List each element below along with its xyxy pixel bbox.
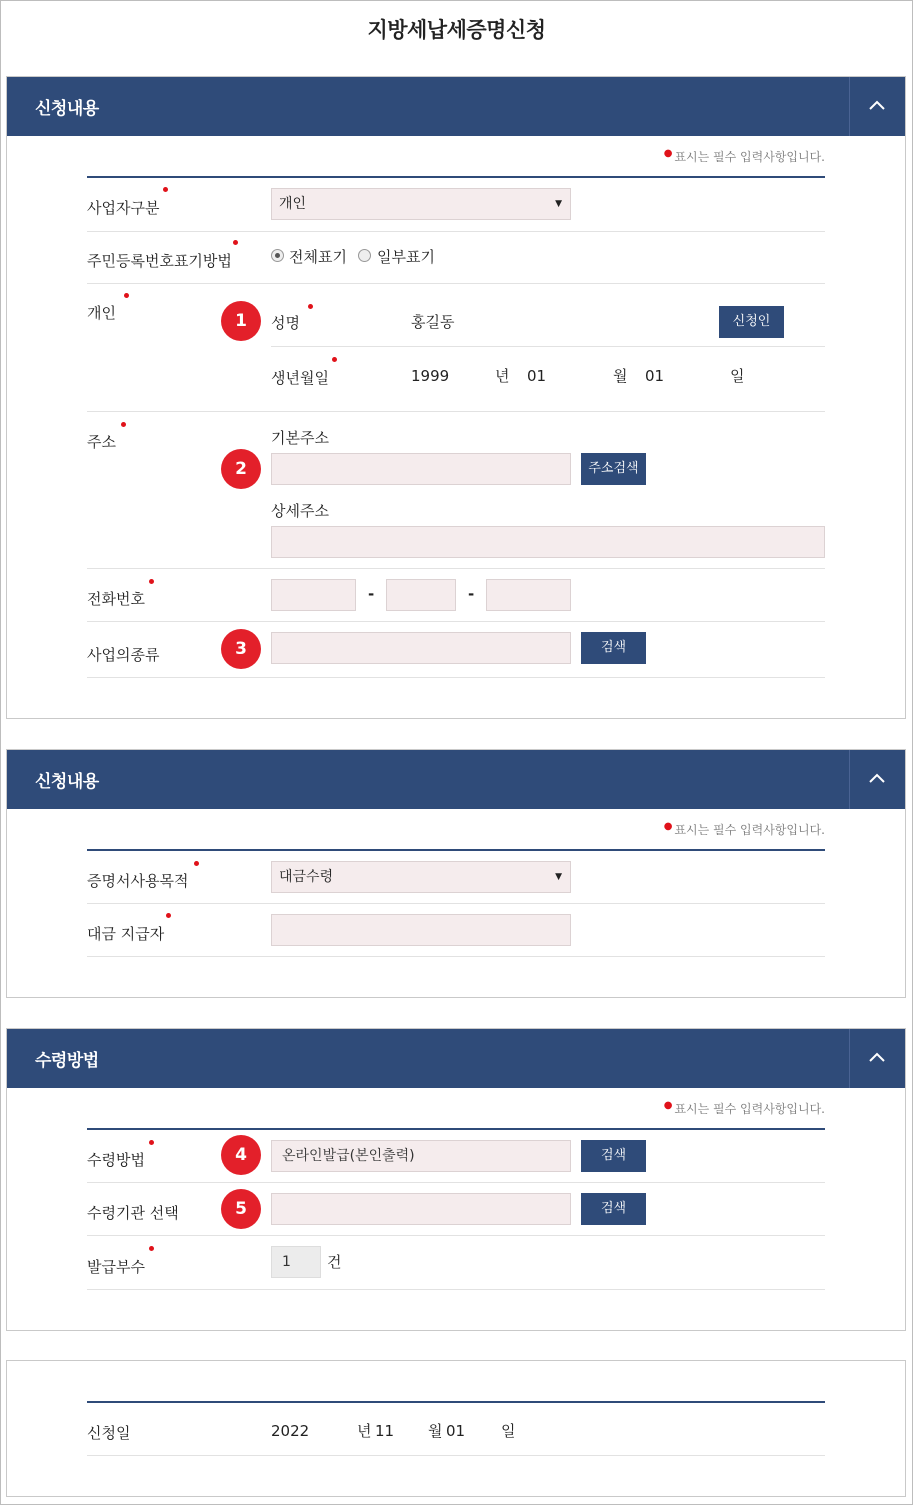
- step-badge-1: 1: [221, 301, 261, 341]
- phone-input-1[interactable]: [271, 579, 356, 611]
- required-dot-icon: [166, 913, 171, 918]
- row-address: [87, 412, 825, 569]
- required-dot-icon: [163, 187, 168, 192]
- id-display-label: 주민등록번호표기방법: [87, 252, 232, 270]
- detail-address-input[interactable]: [271, 526, 825, 558]
- phone-input-2[interactable]: [386, 579, 456, 611]
- section-application-2: [6, 749, 906, 998]
- required-dot-icon: [124, 293, 129, 298]
- required-dot-icon: ●: [663, 1100, 673, 1111]
- collapse-button[interactable]: [849, 1029, 905, 1088]
- date-label: 신청일: [87, 1424, 131, 1442]
- phone-input-3[interactable]: [486, 579, 571, 611]
- section-title: 수령방법: [35, 1051, 99, 1071]
- base-address-input[interactable]: [271, 453, 571, 485]
- detail-address-label: 상세주소: [271, 502, 329, 520]
- phone-label: 전화번호: [87, 590, 145, 608]
- page-title: 지방세납세증명신청: [367, 18, 546, 42]
- step-badge-3: 3: [221, 629, 261, 669]
- row-purpose: [87, 851, 825, 904]
- business-type-select[interactable]: 개인 ▼: [271, 188, 571, 220]
- copies-input[interactable]: 1: [271, 1246, 321, 1278]
- applicant-button[interactable]: 신청인: [719, 306, 784, 338]
- collapse-button[interactable]: [849, 750, 905, 809]
- row-business-kind: [87, 622, 825, 678]
- row-id-display: [87, 232, 825, 284]
- birth-year: 1999: [411, 367, 450, 385]
- radio-full-display-label: 전체표기: [289, 248, 347, 266]
- agency-label: 수령기관 선택: [87, 1204, 179, 1222]
- copies-unit: 건: [327, 1253, 342, 1271]
- step-badge-2: 2: [221, 449, 261, 489]
- copies-label: 발급부수: [87, 1258, 145, 1276]
- step-badge-4: 4: [221, 1135, 261, 1175]
- section-title: 신청내용: [35, 772, 99, 792]
- required-dot-icon: [332, 357, 337, 362]
- birth-month: 01: [527, 367, 547, 385]
- birth-year-unit: 년: [495, 367, 510, 385]
- chevron-up-icon: [869, 100, 885, 110]
- chevron-up-icon: [869, 1052, 885, 1062]
- section-application-date: [6, 1360, 906, 1497]
- address-search-button[interactable]: 주소검색: [581, 453, 646, 485]
- agency-search-button[interactable]: 검색: [581, 1193, 646, 1225]
- phone-separator: -: [368, 585, 375, 603]
- row-individual: [87, 284, 825, 412]
- date-year: 2022: [271, 1422, 310, 1440]
- agency-input[interactable]: [271, 1193, 571, 1225]
- birth-month-unit: 월: [613, 367, 628, 385]
- required-dot-icon: [149, 1246, 154, 1251]
- dropdown-arrow-icon: ▼: [555, 199, 562, 209]
- business-type-label: 사업자구분: [87, 199, 160, 217]
- section-receipt-method: [6, 1028, 906, 1331]
- section-header: [7, 77, 905, 136]
- method-search-button[interactable]: 검색: [581, 1140, 646, 1172]
- row-payer: [87, 904, 825, 957]
- required-dot-icon: ●: [663, 821, 673, 832]
- required-dot-icon: [233, 240, 238, 245]
- row-method: [87, 1130, 825, 1183]
- name-value: 홍길동: [411, 313, 455, 331]
- section-application: [6, 76, 906, 719]
- method-label: 수령방법: [87, 1151, 145, 1169]
- phone-separator: -: [468, 585, 475, 603]
- purpose-select[interactable]: 대금수령 ▼: [271, 861, 571, 893]
- address-label: 주소: [87, 433, 116, 451]
- radio-full-display[interactable]: [271, 249, 284, 262]
- row-agency: [87, 1183, 825, 1236]
- purpose-label: 증명서사용목적: [87, 872, 189, 890]
- date-month-unit: 월: [428, 1422, 443, 1440]
- step-badge-5: 5: [221, 1189, 261, 1229]
- dropdown-arrow-icon: ▼: [555, 872, 562, 882]
- method-input[interactable]: 온라인발급(본인출력): [271, 1140, 571, 1172]
- date-day-unit: 일: [501, 1422, 516, 1440]
- required-dot-icon: [121, 422, 126, 427]
- individual-label: 개인: [87, 304, 116, 322]
- radio-partial-display[interactable]: [358, 249, 371, 262]
- radio-partial-display-label: 일부표기: [377, 248, 435, 266]
- birth-day-unit: 일: [730, 367, 745, 385]
- section-header: [7, 750, 905, 809]
- row-business-type: [87, 178, 825, 232]
- date-month: 11: [375, 1422, 395, 1440]
- row-date: [87, 1403, 825, 1456]
- business-kind-search-button[interactable]: 검색: [581, 632, 646, 664]
- business-kind-input[interactable]: [271, 632, 571, 664]
- payer-label: 대금 지급자: [87, 925, 165, 943]
- required-dot-icon: [194, 861, 199, 866]
- required-dot-icon: [308, 304, 313, 309]
- section-header: [7, 1029, 905, 1088]
- section-title: 신청내용: [35, 99, 99, 119]
- required-note: ● 표시는 필수 입력사항입니다.: [663, 148, 825, 164]
- row-copies: [87, 1236, 825, 1290]
- date-day: 01: [446, 1422, 466, 1440]
- date-year-unit: 년: [357, 1422, 372, 1440]
- name-subrow: [271, 284, 825, 347]
- required-dot-icon: [149, 579, 154, 584]
- payer-input[interactable]: [271, 914, 571, 946]
- required-dot-icon: ●: [663, 148, 673, 159]
- required-dot-icon: [149, 1140, 154, 1145]
- chevron-up-icon: [869, 773, 885, 783]
- name-label: 성명: [271, 314, 300, 332]
- business-kind-label: 사업의종류: [87, 646, 160, 664]
- birth-day: 01: [645, 367, 665, 385]
- collapse-button[interactable]: [849, 77, 905, 136]
- row-phone: [87, 569, 825, 622]
- base-address-label: 기본주소: [271, 429, 329, 447]
- required-note: ● 표시는 필수 입력사항입니다.: [663, 1100, 825, 1116]
- required-note: ● 표시는 필수 입력사항입니다.: [663, 821, 825, 837]
- birth-label: 생년월일: [271, 369, 329, 387]
